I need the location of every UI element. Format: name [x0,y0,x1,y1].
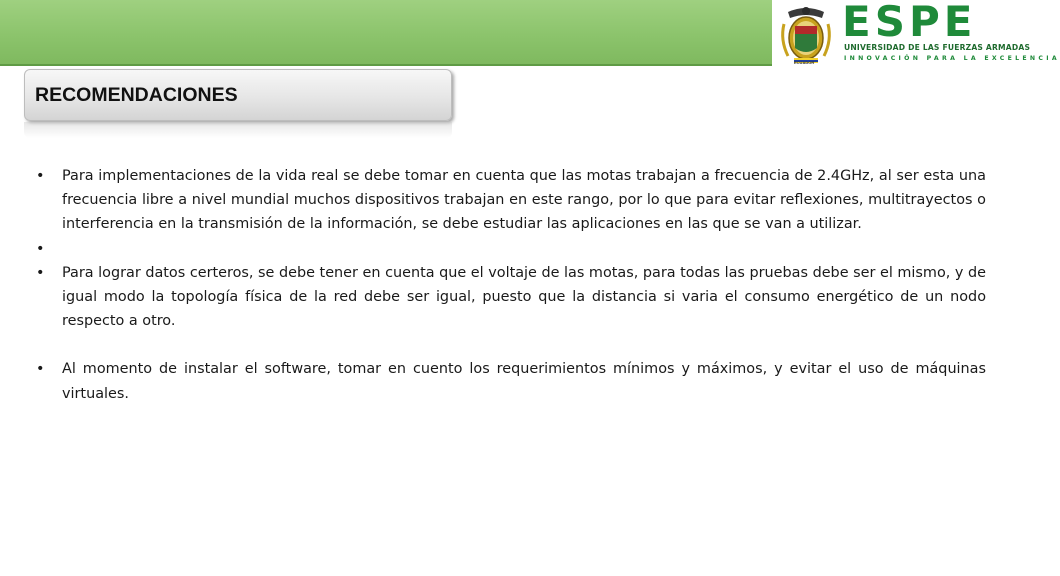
list-item [36,164,986,237]
list-item-text: Para lograr datos certeros, se debe tener en cuenta que el voltaje de las motas, para todas las pruebas debe ser el mismo, y de igual modo la topología física de la red debe ser igual, puesto que la distancia si varia el consumo energético de un nodo respecto a otro. [62,264,986,330]
brand-wordmark: ESPE [842,0,977,46]
university-name: UNIVERSIDAD DE LAS FUERZAS ARMADAS [844,43,1031,52]
seal-caption: ECUADOR [794,60,815,65]
list-item [36,261,986,334]
bullet-icon: • [36,168,45,184]
bullet-icon: • [36,361,45,378]
page-title: RECOMENDACIONES [35,84,238,106]
recommendations-list [36,164,986,406]
list-spacer [36,333,986,357]
title-banner [24,69,452,121]
bullet-icon: • [36,240,45,257]
list-item [36,237,986,261]
list-item-text: Al momento de instalar el software, tomar en cuento los requerimientos mínimos y máximos, y evitar el uso de máquinas virtuales. [62,361,986,402]
coat-of-arms-icon [778,4,834,66]
university-motto: INNOVACIÓN PARA LA EXCELENCIA [844,55,1060,62]
university-logo [772,0,1060,66]
bullet-icon: • [36,264,45,281]
title-reflection [24,122,452,138]
list-item [36,357,986,405]
list-item-text: Para implementaciones de la vida real se debe tomar en cuenta que las motas trabajan a frecuencia de 2.4GHz, al ser esta una frecuencia libre a nivel mundial muchos dispositivos trabajan en este rango, por lo que para evitar reflexiones, multitrayectos o interferencia en la transmisión de la información, se debe estudiar las aplicaciones en las que se van a utilizar. [62,168,986,233]
